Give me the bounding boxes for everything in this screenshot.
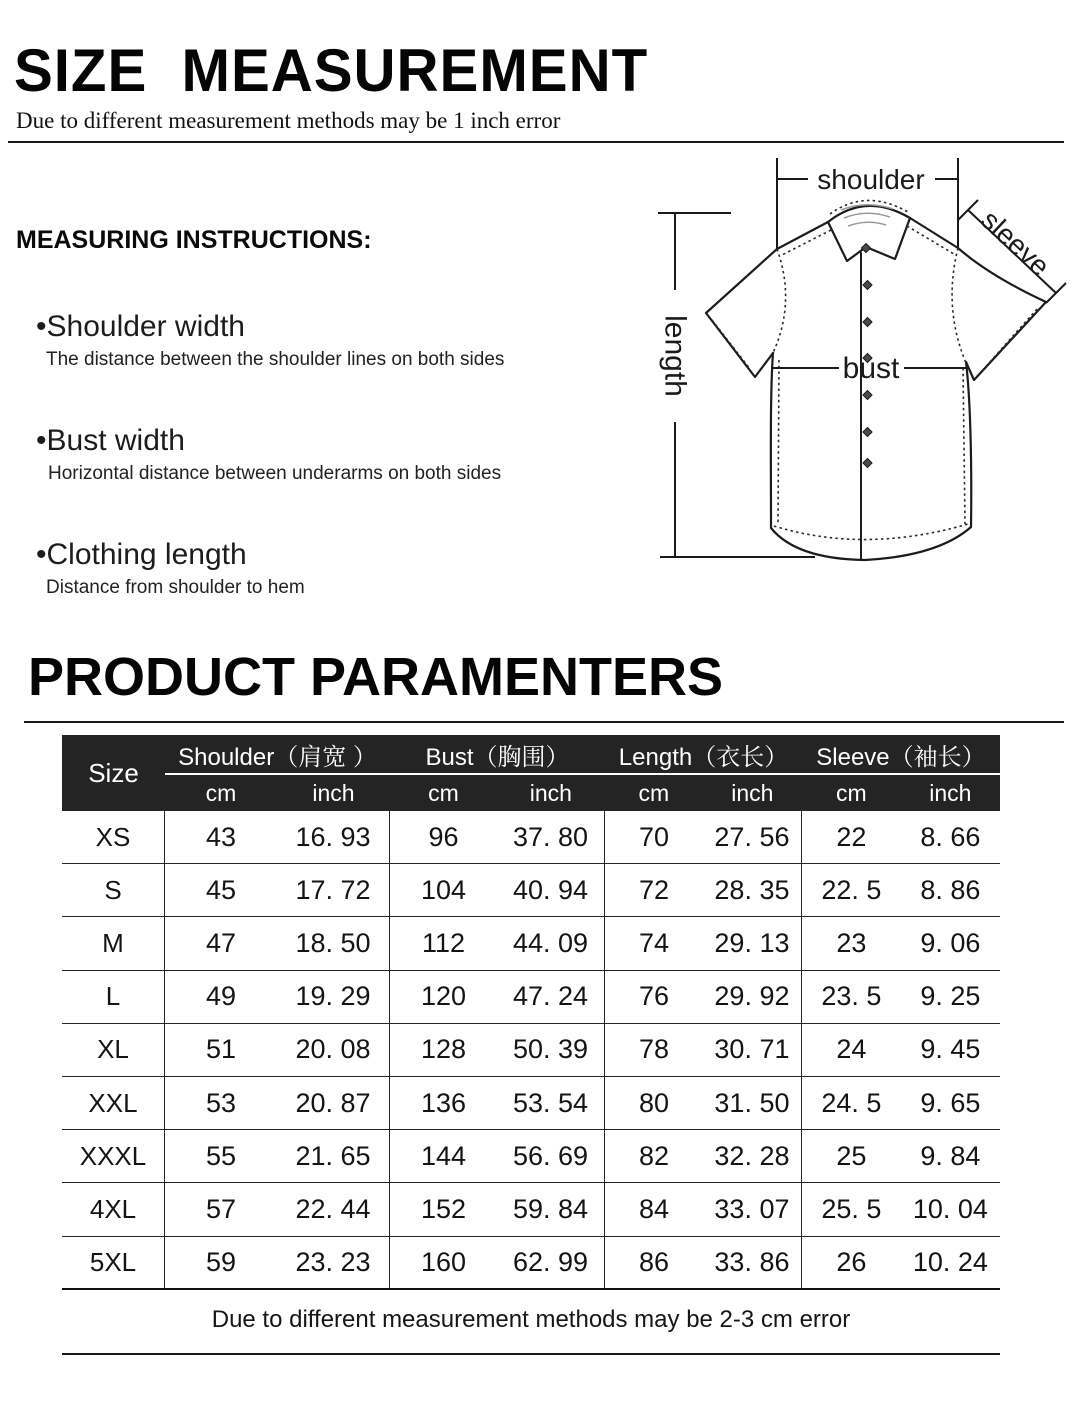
value-cell: 59: [205, 1246, 236, 1277]
value-cell: 37. 80: [497, 811, 605, 863]
value-cell: 40. 94: [497, 864, 605, 916]
value-cell: 80: [638, 1087, 669, 1118]
value-cell: 86: [638, 1246, 669, 1277]
instruction-desc-bust: Horizontal distance between underarms on both sides: [48, 463, 502, 484]
instruction-desc-length: Distance from shoulder to hem: [46, 577, 305, 598]
unit-header: inch: [529, 779, 572, 806]
value-cell: 51: [205, 1034, 236, 1065]
value-cell: 72: [638, 874, 669, 905]
value-cell: 30. 71: [703, 1024, 802, 1076]
length-label: length: [658, 315, 692, 397]
size-table: [62, 735, 1000, 1290]
value-cell: 8. 66: [920, 821, 981, 852]
value-cell: 23. 23: [277, 1237, 390, 1288]
table-body: [62, 811, 1000, 1290]
value-cell: 70: [638, 821, 669, 852]
value-cell: 96: [428, 821, 459, 852]
left-side-seam: [778, 360, 779, 524]
value-cell: 16. 93: [277, 811, 390, 863]
parameters-title: PRODUCT PARAMENTERS: [28, 647, 724, 707]
value-cell: 22. 44: [277, 1183, 390, 1235]
instructions-heading: MEASURING INSTRUCTIONS:: [16, 226, 372, 254]
value-cell: 26: [836, 1246, 867, 1277]
value-cell: 57: [205, 1193, 236, 1224]
value-cell: 28. 35: [703, 864, 802, 916]
value-cell: 24. 5: [821, 1087, 882, 1118]
table-row: [62, 864, 1000, 917]
value-cell: 50. 39: [497, 1024, 605, 1076]
value-cell: 22. 5: [821, 874, 882, 905]
group-header-row: [165, 735, 1000, 773]
value-cell: 47. 24: [497, 971, 605, 1023]
value-cell: 9. 45: [920, 1034, 981, 1065]
left-armhole-seam: [773, 249, 786, 353]
table-row: [62, 1077, 1000, 1130]
size-cell: XXXL: [62, 1130, 165, 1182]
value-cell: 27. 56: [703, 811, 802, 863]
value-cell: 56. 69: [497, 1130, 605, 1182]
divider: [62, 1353, 1000, 1355]
shirt-diagram: [638, 150, 1072, 582]
bust-label: bust: [842, 352, 900, 385]
unit-header: cm: [836, 779, 867, 806]
table-row: [62, 1237, 1000, 1290]
value-cell: 22: [836, 821, 867, 852]
value-cell: 53. 54: [497, 1077, 605, 1129]
value-cell: 84: [638, 1193, 669, 1224]
table-header: [62, 735, 1000, 811]
value-cell: 10. 24: [912, 1246, 988, 1277]
value-cell: 29. 92: [703, 971, 802, 1023]
footer-note: Due to different measurement methods may be 2-3 cm error: [211, 1306, 851, 1333]
value-cell: 32. 28: [703, 1130, 802, 1182]
value-cell: 78: [638, 1034, 669, 1065]
size-cell: 5XL: [62, 1237, 165, 1288]
unit-header: inch: [312, 779, 355, 806]
size-cell: XL: [62, 1024, 165, 1076]
value-cell: 45: [205, 874, 236, 905]
value-cell: 47: [205, 927, 236, 958]
unit-header: cm: [428, 779, 459, 806]
value-cell: 18. 50: [277, 917, 390, 969]
value-cell: 49: [205, 981, 236, 1012]
table-row: [62, 1024, 1000, 1077]
column-header-bust: Bust（胸围）: [425, 743, 570, 771]
divider: [24, 721, 1064, 723]
value-cell: 9. 06: [920, 927, 981, 958]
column-header-sleeve: Sleeve（袖长）: [816, 743, 986, 771]
page-title: SIZE MEASUREMENT: [14, 37, 649, 104]
value-cell: 24: [836, 1034, 867, 1065]
table-row: [62, 917, 1000, 970]
value-cell: 44. 09: [497, 917, 605, 969]
instruction-term-bust: •Bust width: [36, 424, 185, 457]
unit-header-row: [165, 775, 1000, 811]
size-cell: L: [62, 971, 165, 1023]
value-cell: 152: [420, 1193, 467, 1224]
size-cell: 4XL: [62, 1183, 165, 1235]
table-row: [62, 1130, 1000, 1183]
unit-header: inch: [731, 779, 774, 806]
hem-seam: [774, 524, 968, 540]
size-cell: S: [62, 864, 165, 916]
value-cell: 55: [205, 1140, 236, 1171]
value-cell: 20. 87: [277, 1077, 390, 1129]
column-header-shoulder: Shoulder（肩宽 ）: [178, 743, 377, 771]
value-cell: 10. 04: [912, 1193, 988, 1224]
value-cell: 128: [420, 1034, 467, 1065]
table-row: [62, 811, 1000, 864]
value-cell: 33. 86: [703, 1237, 802, 1288]
page-subtitle: Due to different measurement methods may be 1 inch error: [16, 108, 561, 133]
right-armhole-seam: [952, 248, 966, 363]
value-cell: 21. 65: [277, 1130, 390, 1182]
shirt-collar-leaves: [828, 218, 910, 261]
column-header-size: Size: [88, 757, 139, 788]
value-cell: 144: [420, 1140, 467, 1171]
value-cell: 9. 65: [920, 1087, 981, 1118]
value-cell: 74: [638, 927, 669, 958]
value-cell: 43: [205, 821, 236, 852]
value-cell: 104: [420, 874, 467, 905]
value-cell: 25. 5: [821, 1193, 882, 1224]
column-header-length: Length（衣长）: [618, 743, 789, 771]
value-cell: 82: [638, 1140, 669, 1171]
value-cell: 25: [836, 1140, 867, 1171]
unit-header: cm: [638, 779, 670, 806]
unit-header: inch: [929, 779, 972, 806]
value-cell: 76: [638, 981, 669, 1012]
size-cell: XS: [62, 811, 165, 863]
instruction-term-length: •Clothing length: [36, 538, 247, 571]
value-cell: 136: [420, 1087, 467, 1118]
table-row: [62, 971, 1000, 1024]
value-cell: 160: [420, 1246, 467, 1277]
table-row: [62, 1183, 1000, 1236]
sleeve-label: sleeve: [975, 204, 1056, 282]
value-cell: 31. 50: [703, 1077, 802, 1129]
value-cell: 23: [836, 927, 867, 958]
value-cell: 9. 25: [920, 981, 981, 1012]
unit-header: cm: [205, 779, 237, 806]
shoulder-label: shoulder: [817, 164, 925, 195]
instruction-desc-shoulder: The distance between the shoulder lines on both sides: [46, 349, 505, 370]
value-cell: 8. 86: [920, 874, 981, 905]
value-cell: 19. 29: [277, 971, 390, 1023]
value-cell: 20. 08: [277, 1024, 390, 1076]
value-cell: 112: [421, 927, 466, 958]
size-cell: M: [62, 917, 165, 969]
value-cell: 9. 84: [920, 1140, 981, 1171]
instruction-term-shoulder: •Shoulder width: [36, 310, 245, 343]
value-cell: 29. 13: [703, 917, 802, 969]
size-cell: XXL: [62, 1077, 165, 1129]
value-cell: 62. 99: [497, 1237, 605, 1288]
value-cell: 23. 5: [821, 981, 882, 1012]
value-cell: 33. 07: [703, 1183, 802, 1235]
divider: [8, 141, 1064, 143]
value-cell: 17. 72: [277, 864, 390, 916]
value-cell: 53: [205, 1087, 236, 1118]
right-side-seam: [963, 368, 965, 524]
value-cell: 59. 84: [497, 1183, 605, 1235]
value-cell: 120: [420, 981, 467, 1012]
